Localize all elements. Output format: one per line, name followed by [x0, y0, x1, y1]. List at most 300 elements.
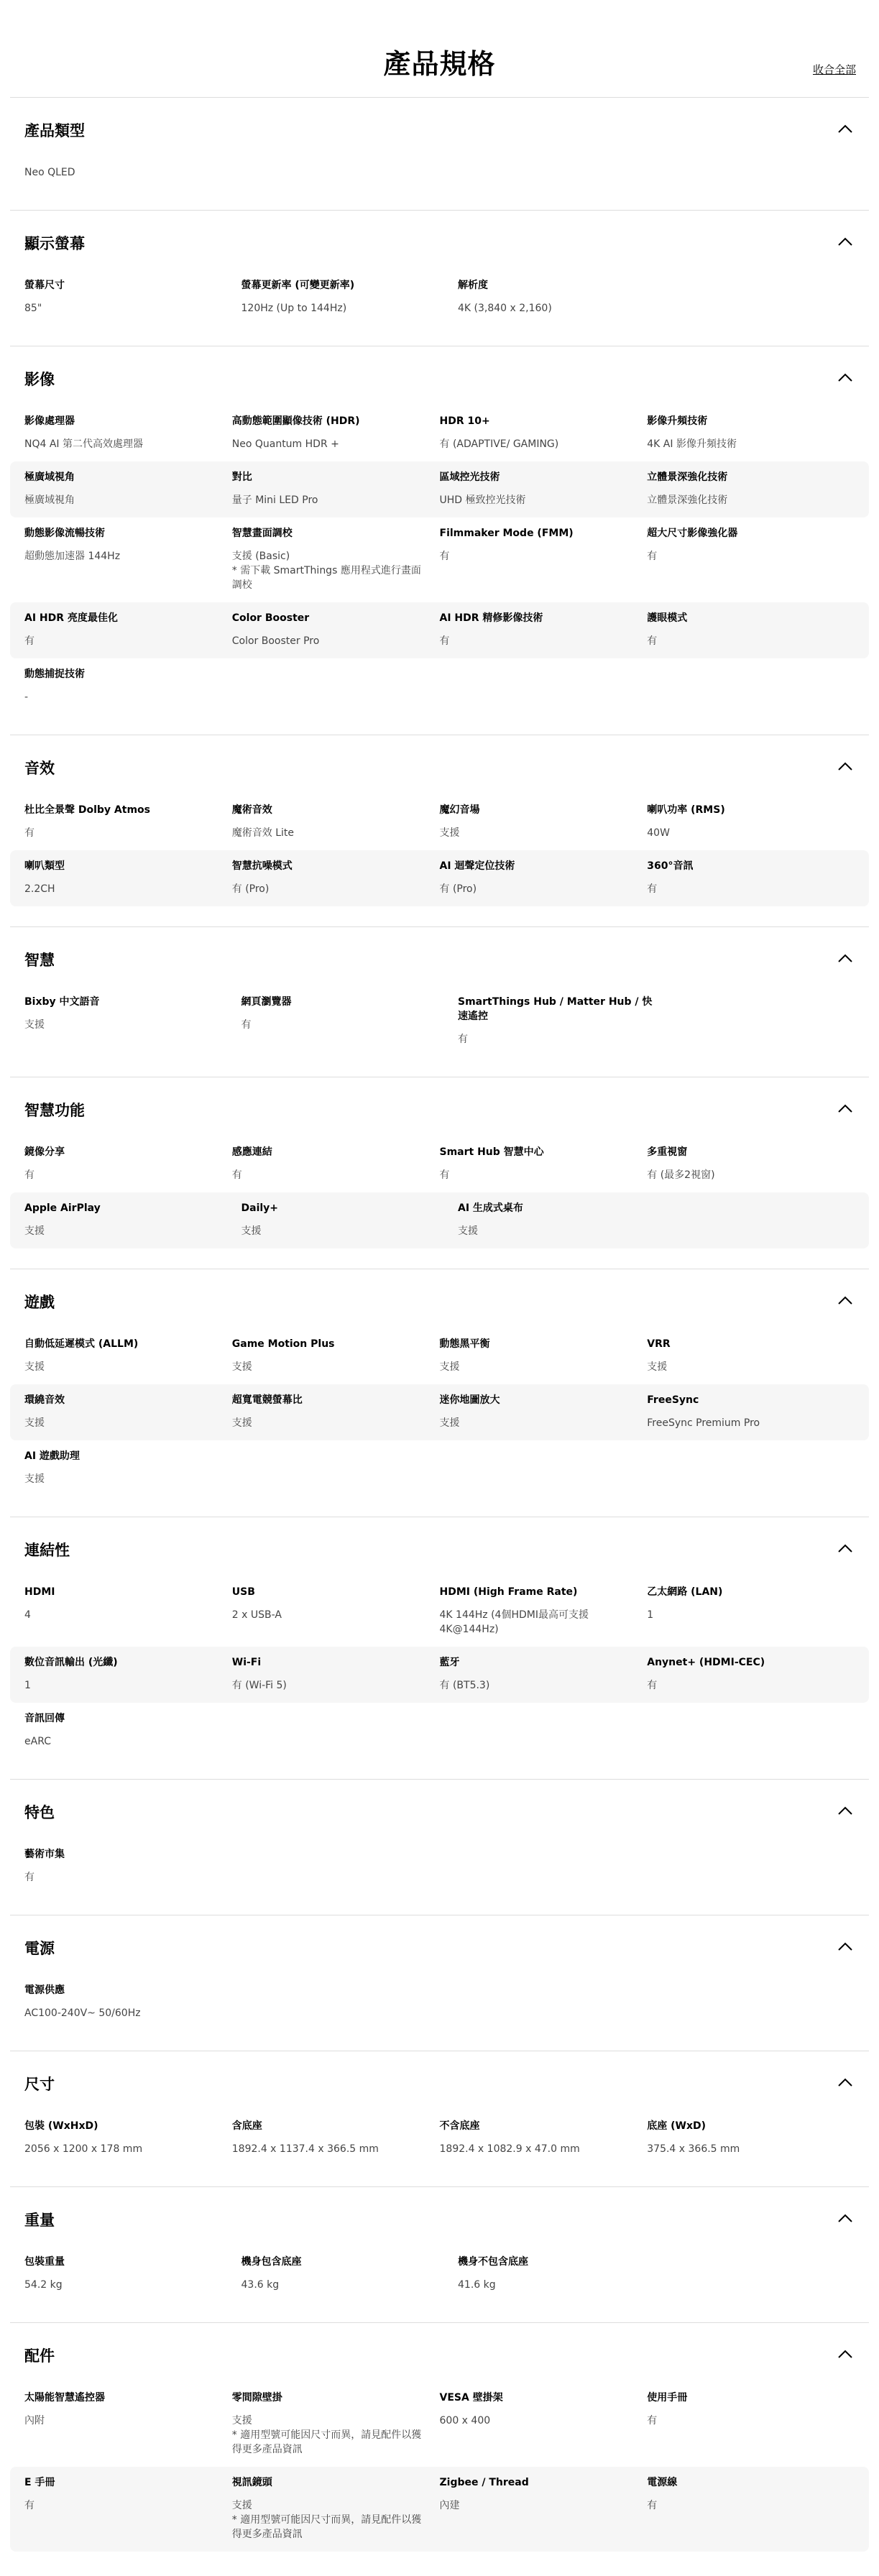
spec-value: 支援 (Basic) * 需下載 SmartThings 應用程式進行畫面調校	[231, 551, 421, 591]
spec-row	[10, 2110, 869, 2166]
spec-value: 支援 * 適用型號可能因尺寸而異，請見配件以獲得更多產品資訊	[231, 2415, 422, 2455]
spec-label: Zigbee / Thread	[439, 2477, 529, 2488]
spec-item	[241, 1201, 459, 1238]
section-header[interactable]	[10, 211, 869, 261]
spec-label: 魔術音效	[231, 804, 272, 816]
spec-value: 43.6 kg	[241, 2279, 280, 2291]
spec-item	[647, 470, 855, 507]
spec-item	[24, 859, 232, 896]
spec-item	[458, 1201, 675, 1238]
spec-row	[10, 1839, 869, 1895]
spec-label: Filmmaker Mode (FMM)	[439, 528, 574, 539]
spec-label: 機身不包含底座	[458, 2256, 528, 2268]
spec-label: Wi-Fi	[231, 1657, 262, 1668]
spec-row	[10, 1440, 869, 1496]
spec-value: 內附	[24, 2415, 45, 2426]
spec-label: 杜比全景聲 Dolby Atmos	[24, 804, 150, 816]
spec-row	[10, 2467, 869, 2552]
spec-item	[647, 859, 855, 896]
section-header[interactable]	[10, 346, 869, 397]
spec-row	[10, 658, 869, 714]
section-title: 電源	[24, 1940, 55, 1957]
spec-grid	[10, 2373, 869, 2552]
spec-value: 支援	[439, 1361, 460, 1373]
spec-value: 4	[24, 1609, 31, 1621]
spec-section	[10, 2051, 869, 2186]
spec-label: Game Motion Plus	[231, 1338, 335, 1350]
chevron-up-icon[interactable]	[837, 1806, 853, 1816]
spec-value: 量子 Mini LED Pro	[231, 494, 318, 506]
spec-value: 54.2 kg	[24, 2279, 63, 2291]
spec-label: AI HDR 精修影像技術	[439, 612, 543, 624]
spec-label: Daily+	[241, 1202, 279, 1214]
spec-value: 4K (3,840 x 2,160)	[458, 303, 552, 314]
section-title: 尺寸	[24, 2076, 55, 2093]
spec-grid	[10, 2237, 869, 2302]
spec-item	[24, 2255, 241, 2292]
spec-label: Bixby 中文語音	[24, 996, 100, 1008]
spec-row	[10, 850, 869, 906]
spec-grid	[10, 1830, 869, 1895]
spec-item	[440, 470, 648, 507]
spec-item	[232, 414, 440, 451]
spec-label: 高動態範圍顯像技術 (HDR)	[231, 415, 360, 427]
spec-item	[24, 278, 241, 316]
spec-item	[440, 1655, 648, 1693]
spec-item	[458, 2255, 675, 2292]
spec-item	[241, 2255, 459, 2292]
section-header[interactable]	[10, 735, 869, 786]
spec-value: 有	[24, 827, 34, 839]
spec-item	[647, 1145, 855, 1182]
spec-section	[10, 926, 869, 1077]
section-header[interactable]	[10, 2051, 869, 2102]
spec-value: 2.2CH	[24, 883, 55, 895]
spec-item	[232, 1655, 440, 1693]
spec-item	[232, 1337, 440, 1374]
spec-value: 有	[241, 1019, 252, 1031]
spec-label: HDMI (High Frame Rate)	[439, 1586, 578, 1598]
spec-item	[440, 414, 648, 451]
section-header[interactable]	[10, 2323, 869, 2373]
spec-item	[440, 611, 648, 648]
spec-value: 有	[439, 1169, 450, 1181]
spec-section	[10, 346, 869, 735]
spec-item	[232, 803, 440, 840]
spec-row	[10, 794, 869, 850]
spec-grid	[10, 261, 869, 326]
spec-label: 動態影像流暢技術	[24, 528, 105, 539]
spec-row	[10, 2382, 869, 2467]
spec-label: 智慧畫面調校	[231, 528, 293, 539]
spec-item	[647, 2391, 855, 2457]
spec-value: 有	[458, 1034, 468, 1045]
spec-value: 支援 * 適用型號可能因尺寸而異，請見配件以獲得更多產品資訊	[231, 2500, 422, 2540]
spec-item	[647, 611, 855, 648]
spec-value: 4K AI 影像升頻技術	[647, 438, 737, 450]
spec-value: 有	[647, 2415, 658, 2426]
spec-label: 使用手冊	[647, 2392, 688, 2404]
spec-label: E 手冊	[24, 2477, 55, 2488]
spec-item	[241, 995, 459, 1046]
page-title: 產品規格	[383, 48, 496, 80]
spec-item	[440, 859, 648, 896]
section-header[interactable]	[10, 1915, 869, 1966]
spec-value: 魔術音效 Lite	[231, 827, 294, 839]
spec-item	[232, 1145, 440, 1182]
section-title: 顯示螢幕	[24, 235, 85, 252]
spec-item	[440, 2391, 648, 2457]
chevron-up-icon[interactable]	[837, 1103, 853, 1113]
spec-item	[24, 1655, 232, 1693]
spec-value: 有 (最多2視窗)	[647, 1169, 715, 1181]
spec-label: 乙太網路 (LAN)	[647, 1586, 723, 1598]
spec-value: 有	[647, 1680, 658, 1691]
spec-value: 支援	[24, 1417, 45, 1429]
spec-item	[232, 1393, 440, 1430]
spec-row	[10, 602, 869, 658]
spec-label: 數位音訊輸出 (光纖)	[24, 1657, 118, 1668]
spec-label: 迷你地圖放大	[439, 1394, 500, 1406]
spec-grid	[10, 397, 869, 714]
spec-row	[10, 461, 869, 518]
chevron-up-icon[interactable]	[837, 761, 853, 771]
spec-item	[440, 526, 648, 592]
spec-value: 85"	[24, 303, 42, 314]
spec-item	[24, 1711, 241, 1749]
spec-label: 網頁瀏覽器	[241, 996, 292, 1008]
spec-value: 375.4 x 366.5 mm	[647, 2143, 740, 2155]
spec-label: 魔幻音場	[439, 804, 480, 816]
spec-item	[440, 1393, 648, 1430]
spec-section	[10, 1779, 869, 1915]
spec-value: 有	[647, 635, 658, 647]
spec-label: HDR 10+	[439, 415, 490, 427]
spec-label: 極廣域視角	[24, 472, 75, 483]
spec-value: 120Hz (Up to 144Hz)	[241, 303, 347, 314]
spec-label: 喇叭功率 (RMS)	[647, 804, 725, 816]
spec-label: 解析度	[458, 280, 488, 291]
spec-section	[10, 2322, 869, 2576]
spec-label: 不含底座	[439, 2120, 480, 2132]
spec-item	[647, 2119, 855, 2156]
spec-row	[10, 1576, 869, 1647]
chevron-up-icon[interactable]	[837, 1543, 853, 1553]
section-header[interactable]	[10, 1517, 869, 1568]
section-title: 連結性	[24, 1542, 70, 1559]
spec-item	[232, 611, 440, 648]
spec-label: 螢幕更新率 (可變更新率)	[241, 280, 355, 291]
spec-value: 2 x USB-A	[231, 1609, 282, 1621]
spec-item	[24, 2119, 232, 2156]
chevron-up-icon[interactable]	[837, 953, 853, 963]
spec-label: 電源供應	[24, 1984, 65, 1996]
spec-item	[241, 278, 459, 316]
spec-label: FreeSync	[647, 1394, 699, 1406]
spec-label: Anynet+ (HDMI-CEC)	[647, 1657, 765, 1668]
spec-value: 立體景深強化技術	[647, 494, 728, 506]
spec-item	[647, 526, 855, 592]
spec-item	[232, 2391, 440, 2457]
section-title: 重量	[24, 2212, 55, 2229]
spec-value: 4K 144Hz (4個HDMI最高可支援4K@144Hz)	[439, 1609, 589, 1635]
spec-item	[24, 414, 232, 451]
spec-row	[10, 1384, 869, 1440]
spec-label: Apple AirPlay	[24, 1202, 101, 1214]
spec-item	[24, 1449, 241, 1486]
spec-row	[10, 405, 869, 461]
spec-row	[10, 157, 869, 190]
spec-label: 機身包含底座	[241, 2256, 302, 2268]
spec-item	[24, 611, 232, 648]
chevron-up-icon[interactable]	[837, 1941, 853, 1951]
spec-value: 支援	[24, 1019, 45, 1031]
spec-value: 1	[647, 1609, 654, 1621]
chevron-up-icon[interactable]	[837, 2077, 853, 2087]
spec-label: 視訊鏡頭	[231, 2477, 272, 2488]
spec-label: 對比	[231, 472, 252, 483]
spec-value: 600 x 400	[439, 2415, 491, 2426]
spec-label: 底座 (WxD)	[647, 2120, 707, 2132]
spec-row	[10, 1703, 869, 1759]
spec-label: Color Booster	[231, 612, 310, 624]
spec-label: HDMI	[24, 1586, 55, 1598]
spec-value: 41.6 kg	[458, 2279, 496, 2291]
section-header[interactable]	[10, 2187, 869, 2237]
spec-value: 40W	[647, 827, 670, 839]
section-title: 特色	[24, 1804, 55, 1821]
spec-value: 有 (Pro)	[231, 883, 270, 895]
spec-item	[440, 1337, 648, 1374]
spec-item	[440, 2119, 648, 2156]
spec-value: 有	[24, 635, 34, 647]
chevron-up-icon[interactable]	[837, 2213, 853, 2223]
spec-label: 包裝重量	[24, 2256, 65, 2268]
spec-value: 有 (ADAPTIVE/ GAMING)	[439, 438, 559, 450]
spec-item	[440, 803, 648, 840]
spec-value: AC100-240V~ 50/60Hz	[24, 2007, 141, 2019]
spec-value: 有 (Pro)	[439, 883, 477, 895]
section-title: 音效	[24, 760, 55, 777]
spec-grid	[10, 1128, 869, 1248]
spec-value: 支援	[458, 1225, 478, 1237]
spec-section	[10, 210, 869, 346]
spec-value: -	[24, 691, 29, 703]
spec-label: USB	[231, 1586, 255, 1598]
spec-value: 支援	[24, 1361, 45, 1373]
spec-row	[10, 986, 869, 1057]
spec-item	[647, 1337, 855, 1374]
spec-section	[10, 2186, 869, 2322]
spec-label: 藍牙	[439, 1657, 460, 1668]
spec-label: 動態捕捉技術	[24, 668, 85, 680]
spec-value: 極廣域視角	[24, 494, 75, 506]
spec-value: 支援	[231, 1361, 252, 1373]
spec-item	[458, 278, 675, 316]
spec-grid	[10, 1966, 869, 2030]
spec-label: 護眼模式	[647, 612, 688, 624]
spec-value: 支援	[24, 1225, 45, 1237]
spec-item	[24, 1337, 232, 1374]
spec-label: 區域控光技術	[439, 472, 500, 483]
spec-item	[232, 859, 440, 896]
spec-label: 感應連結	[231, 1146, 272, 1158]
spec-label: 藝術市集	[24, 1849, 65, 1860]
spec-value: 有	[24, 1872, 34, 1883]
section-title: 智慧	[24, 952, 55, 969]
spec-value: 有	[647, 2500, 658, 2511]
section-header[interactable]	[10, 98, 869, 148]
spec-value: 2056 x 1200 x 178 mm	[24, 2143, 143, 2155]
section-header[interactable]	[10, 1269, 869, 1320]
spec-value: 支援	[24, 1473, 45, 1485]
chevron-up-icon[interactable]	[837, 236, 853, 247]
spec-grid	[10, 2102, 869, 2166]
page-header	[0, 0, 879, 97]
section-title: 產品類型	[24, 122, 85, 139]
spec-item	[647, 1393, 855, 1430]
spec-section	[10, 97, 869, 210]
spec-item	[440, 1585, 648, 1637]
spec-value: 支援	[439, 1417, 460, 1429]
spec-label: 影像處理器	[24, 415, 75, 427]
spec-row	[10, 1647, 869, 1703]
section-header[interactable]	[10, 1077, 869, 1128]
spec-label: AI 迴聲定位技術	[439, 860, 515, 872]
spec-grid	[10, 1568, 869, 1759]
spec-item	[24, 2475, 232, 2542]
spec-value: 有	[231, 1169, 242, 1181]
spec-item	[232, 470, 440, 507]
spec-value: FreeSync Premium Pro	[647, 1417, 760, 1429]
spec-label: 喇叭類型	[24, 860, 65, 872]
spec-item	[24, 1393, 232, 1430]
section-title: 影像	[24, 371, 55, 388]
section-title: 遊戲	[24, 1294, 55, 1311]
spec-item	[24, 470, 232, 507]
spec-value: eARC	[24, 1736, 51, 1747]
spec-label: 360°音訊	[647, 860, 694, 872]
spec-label: 智慧抗噪模式	[231, 860, 293, 872]
spec-label: 超寬電競螢幕比	[231, 1394, 303, 1406]
spec-item	[24, 526, 232, 592]
spec-label: 動態黑平衡	[439, 1338, 490, 1350]
spec-value: 超動態加速器 144Hz	[24, 551, 121, 562]
spec-item	[24, 1201, 241, 1238]
spec-row	[10, 1328, 869, 1384]
spec-value: 支援	[439, 827, 460, 839]
spec-value: 支援	[231, 1417, 252, 1429]
spec-row	[10, 518, 869, 602]
spec-label: 影像升頻技術	[647, 415, 708, 427]
spec-item	[647, 1655, 855, 1693]
spec-label: Smart Hub 智慧中心	[439, 1146, 544, 1158]
spec-item	[24, 1585, 232, 1637]
spec-item	[647, 803, 855, 840]
spec-value: 有	[647, 883, 658, 895]
spec-item	[24, 1983, 241, 2020]
spec-value: 有	[24, 2500, 34, 2511]
spec-label: AI HDR 亮度最佳化	[24, 612, 118, 624]
spec-item	[24, 667, 241, 704]
spec-value: 有 (Wi-Fi 5)	[231, 1680, 287, 1691]
section-title: 智慧功能	[24, 1102, 85, 1119]
spec-value: 有	[439, 551, 450, 562]
chevron-up-icon[interactable]	[837, 124, 853, 134]
spec-label: 立體景深強化技術	[647, 472, 728, 483]
spec-section	[10, 1269, 869, 1517]
spec-value: Color Booster Pro	[231, 635, 320, 647]
spec-item	[24, 165, 241, 180]
spec-value: 有	[24, 1169, 34, 1181]
spec-section	[10, 1077, 869, 1269]
spec-item	[647, 2475, 855, 2542]
spec-label: 螢幕尺寸	[24, 280, 65, 291]
spec-label: 包裝 (WxHxD)	[24, 2120, 98, 2132]
collapse-all-button[interactable]: 收合全部	[813, 62, 856, 77]
spec-label: 超大尺寸影像強化器	[647, 528, 738, 539]
spec-row	[10, 2246, 869, 2302]
spec-item	[647, 1585, 855, 1637]
spec-grid	[10, 786, 869, 906]
spec-section	[10, 735, 869, 926]
spec-value: 有	[439, 635, 450, 647]
spec-item	[440, 1145, 648, 1182]
spec-value: 有 (BT5.3)	[439, 1680, 490, 1691]
spec-grid	[10, 978, 869, 1057]
spec-label: 零間隙壁掛	[231, 2392, 282, 2404]
spec-item	[24, 803, 232, 840]
spec-item	[24, 995, 241, 1046]
spec-value: 內建	[439, 2500, 460, 2511]
spec-section	[10, 1517, 869, 1779]
spec-item	[440, 2475, 648, 2542]
spec-value: 1892.4 x 1082.9 x 47.0 mm	[439, 2143, 580, 2155]
spec-item	[232, 2119, 440, 2156]
spec-label: 多重視窗	[647, 1146, 688, 1158]
spec-value: 支援	[241, 1225, 262, 1237]
spec-item	[458, 995, 675, 1046]
spec-item	[24, 1145, 232, 1182]
spec-row	[10, 1192, 869, 1248]
section-header[interactable]	[10, 927, 869, 978]
spec-row	[10, 1136, 869, 1192]
spec-grid	[10, 148, 869, 190]
spec-value: NQ4 AI 第二代高效處理器	[24, 438, 144, 450]
spec-label: 含底座	[231, 2120, 262, 2132]
spec-label: AI 生成式桌布	[458, 1202, 523, 1214]
chevron-up-icon[interactable]	[837, 1295, 853, 1305]
spec-label: 音訊回傳	[24, 1713, 65, 1724]
section-header[interactable]	[10, 1780, 869, 1830]
spec-label: VRR	[647, 1338, 671, 1350]
spec-item	[232, 526, 440, 592]
spec-row	[10, 1974, 869, 2030]
spec-grid	[10, 1320, 869, 1496]
spec-label: 鏡像分享	[24, 1146, 65, 1158]
spec-label: 環繞音效	[24, 1394, 65, 1406]
spec-value: Neo Quantum HDR +	[231, 438, 339, 450]
spec-label: VESA 壁掛架	[439, 2392, 503, 2404]
spec-value: 支援	[647, 1361, 668, 1373]
spec-section	[10, 1915, 869, 2051]
chevron-up-icon[interactable]	[837, 372, 853, 382]
chevron-up-icon[interactable]	[837, 2349, 853, 2359]
spec-value: UHD 極致控光技術	[439, 494, 526, 506]
spec-value: 有	[647, 551, 658, 562]
spec-item	[232, 1585, 440, 1637]
spec-value: 1	[24, 1680, 31, 1691]
